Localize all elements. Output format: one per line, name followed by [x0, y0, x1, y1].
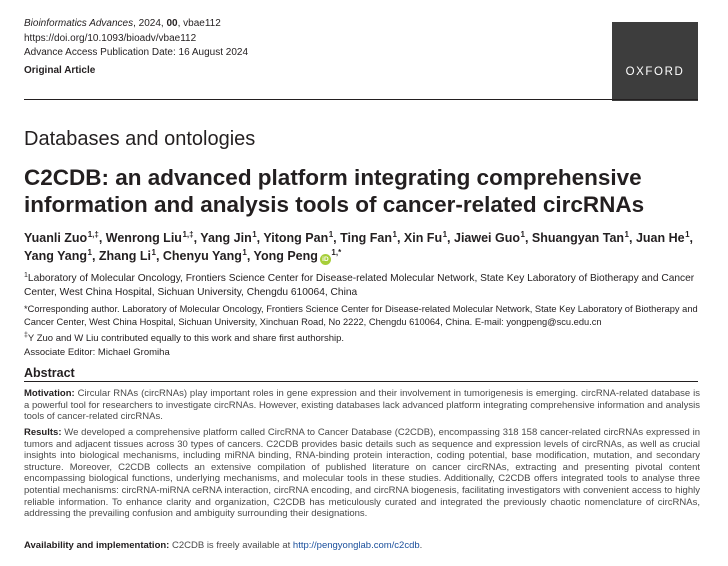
author — [24, 249, 92, 263]
associate-editor: Associate Editor: Michael Gromiha — [24, 347, 170, 358]
equal-contribution-note — [24, 332, 704, 345]
author-name: Zhang Li — [98, 248, 151, 263]
author-name: Jiawei Guo — [454, 231, 520, 245]
author — [99, 249, 156, 263]
author-affiliation-marker: 1 — [520, 230, 525, 239]
author-list: Yuanli Zuo$^{1,\ddagger}$, Wenrong Liu$^{1,\ddagger}$, Yang Jin$^1$, Yitong Pan$^1$, Ting Fan$^1$, Xin Fu$^1$, Jiawei Guo$^1$, Shuangyan Tan$^1$, Juan He$^1$, Yang Yang$^1$, Zhang Li$^1$, Chenyu Yang$^1$, Yong Peng $iD^{1,*}$ — [24, 230, 694, 263]
author-name: Yang Yang — [24, 248, 87, 263]
author-affiliation-marker: 1 — [252, 230, 257, 239]
availability-label: Availability and implementation: — [24, 540, 170, 551]
author-affiliation-marker: 1 — [685, 230, 690, 239]
abstract-results — [24, 427, 700, 520]
abstract-availability — [24, 540, 700, 552]
author — [200, 231, 256, 245]
availability-end: . — [419, 540, 423, 551]
author — [163, 249, 247, 263]
journal-citation — [24, 17, 248, 32]
author-name: Juan He — [635, 231, 685, 245]
author — [636, 231, 690, 245]
motivation-label: Motivation: — [24, 388, 75, 399]
author — [24, 231, 99, 245]
author — [454, 231, 525, 245]
abstract-heading: Abstract — [24, 366, 75, 380]
affiliation-text: Laboratory of Molecular Oncology, Frontiers Science Center for Disease-related Molecular Network, State Key Laboratory of Biotherapy and Cancer Center, West China Hospital, Sichuan University, Chengdu 610064, China — [24, 273, 695, 298]
equal-contribution-text: Y Zuo and W Liu contributed equally to this work and share first authorship. — [27, 333, 345, 344]
article-type: Original Article — [24, 64, 96, 76]
article-metadata — [24, 17, 248, 78]
journal-year: , 2024, — [133, 18, 167, 29]
author — [340, 231, 397, 245]
article-title: C2CDB: an advanced platform integrating comprehensive information and analysis tools of cancer-related circRNAs — [24, 165, 645, 217]
journal-id: , vbae112 — [177, 18, 221, 29]
author — [404, 231, 447, 245]
oxford-logo-text: OXFORD — [625, 66, 685, 78]
author-name: Yang Jin — [200, 231, 252, 245]
motivation-text: Circular RNAs (circRNAs) play important roles in gene expression and their involvement in tumorigenesis is emerging. circRNA-related database is a powerful tool for researchers to investigate circRNAs. However, existing databases lack advanced platform integrating comprehensive information and analysis tools of cancer-related circRNAs. — [24, 388, 700, 423]
author-affiliation-marker: 1,* — [331, 247, 342, 257]
author-affiliation-marker: 1,‡ — [182, 230, 194, 239]
author-affiliation-marker: 1 — [328, 230, 334, 239]
author-name: Wenrong Liu — [105, 231, 182, 245]
author — [532, 231, 629, 245]
author-name: Yitong Pan — [263, 231, 329, 245]
journal-volume: 00 — [166, 18, 178, 29]
orcid-icon[interactable]: iD — [320, 254, 331, 265]
author-affiliation-marker: 1 — [151, 247, 156, 257]
section-heading: Databases and ontologies — [24, 128, 256, 150]
author-affiliation-marker: 1 — [442, 230, 448, 239]
author-name: Chenyu Yang — [162, 248, 242, 263]
author-affiliation-marker: 1 — [624, 230, 629, 239]
availability-link[interactable]: http://pengyonglab.com/c2cdb — [292, 540, 420, 551]
author — [106, 231, 194, 245]
author-affiliation-marker: 1,‡ — [87, 230, 99, 239]
availability-text: C2CDB is freely available at — [169, 540, 293, 551]
author — [254, 249, 342, 263]
abstract-divider — [24, 381, 698, 382]
publication-date: Advance Access Publication Date: 16 August 2024 — [24, 47, 249, 58]
corresponding-author: *Corresponding author. Laboratory of Molecular Oncology, Frontiers Science Center for Disease-related Molecular Network, State Key Laboratory of Biotherapy and Cancer Center, West China Hospital, Sichuan University, Xinchuan Road, No 2222, Chengdu 610064, China. E-mail: yongpeng@scu.edu.cn — [24, 304, 698, 327]
affiliation-marker: 1 — [24, 272, 28, 279]
header-divider — [24, 99, 698, 100]
author-affiliation-marker: 1 — [242, 247, 247, 257]
author-name: Xin Fu — [403, 231, 443, 245]
equal-contribution-marker: ‡ — [24, 332, 28, 339]
author-name: Yong Peng — [253, 248, 318, 263]
author-affiliation-marker: 1 — [392, 230, 397, 239]
author-name: Yuanli Zuo — [24, 231, 88, 245]
journal-name: Bioinformatics Advances — [24, 18, 134, 29]
author-name: Shuangyan Tan — [531, 231, 625, 245]
affiliation — [24, 272, 704, 300]
results-label: Results: — [24, 427, 62, 438]
doi-link[interactable]: https://doi.org/10.1093/bioadv/vbae112 — [24, 32, 197, 44]
abstract-motivation — [24, 388, 700, 423]
author-affiliation-marker: 1 — [87, 247, 92, 257]
oxford-logo — [612, 22, 698, 101]
author-name: Ting Fan — [340, 231, 392, 245]
results-text: We developed a comprehensive platform called CircRNA to Cancer Database (C2CDB), encompassing 318 158 cancer-related circRNAs expressed in tumors and adjacent tissues across 30 types of cancers. C2CDB provides basic details such as sequence and expression levels of circRNAs, as well as crucial insights into biological mechanisms, including miRNA binding, RNA-binding protein interaction, coding potential, base modification, mutation, and secondary structure. Moreover, C2CDB collects an extensive compilation of published literature on cancer circRNAs, extracting and presenting pivotal content encompassing biological functions, underlying mechanisms, and molecular tools in these studies. Additionally, C2CDB offers integrated tools to analyse three potential mechanisms: circRNA-miRNA ceRNA interaction, circRNA encoding, and circRNA biogenesis, facilitating investigators with convenient access to highly reliable information. To enhance clarity and organization, C2CDB has meticulously curated and integrated the previously chaotic nomenclature of circRNAs, addressing the prevailing confusion and ambiguity surrounding their designations. — [24, 427, 700, 520]
author — [263, 231, 333, 245]
